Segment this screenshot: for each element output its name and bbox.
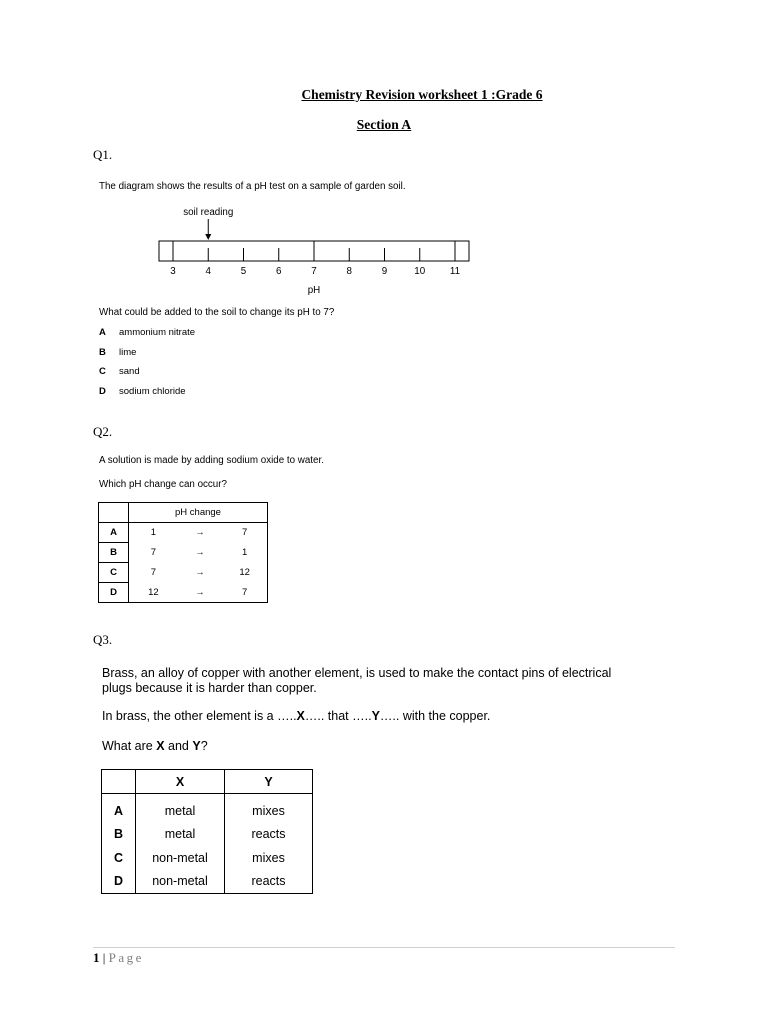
row-letter: D: [102, 870, 136, 894]
soil-reading-label: soil reading: [183, 207, 234, 218]
cell-y: reacts: [225, 870, 313, 894]
table-header-empty-cell: [99, 503, 129, 523]
page-word: Page: [108, 950, 144, 965]
ph-to: 12: [222, 563, 267, 583]
page-number: 1: [93, 950, 100, 965]
cell-y: reacts: [225, 822, 313, 846]
page-separator: |: [99, 950, 109, 965]
arrow-icon: →: [178, 583, 223, 603]
ph-from: 1: [129, 523, 178, 543]
q1-option-text-a: ammonium nitrate: [119, 327, 196, 338]
table-row: [99, 583, 268, 603]
soil-reading-arrow-head: [205, 234, 211, 240]
ph-tick-label: 9: [381, 266, 388, 277]
ph-axis-label: pH: [307, 285, 321, 296]
question-label-q2: Q2.: [93, 424, 113, 439]
row-letter: C: [99, 563, 129, 583]
ph-to: 1: [222, 543, 267, 563]
cell-x: metal: [136, 794, 225, 822]
table-row: [99, 543, 268, 563]
row-letter: A: [99, 523, 129, 543]
ph-tick-label: 4: [205, 266, 211, 277]
q3-blank-x: X: [296, 709, 305, 723]
q3-question: [102, 739, 208, 753]
question-label-q1: Q1.: [93, 147, 113, 162]
ph-tick-label: 8: [346, 266, 352, 277]
row-letter: B: [102, 822, 136, 846]
cell-x: non-metal: [136, 846, 225, 870]
q3-blank-part-3: ….. with the copper.: [379, 709, 491, 723]
arrow-icon: →: [195, 527, 205, 539]
row-letter: D: [99, 583, 129, 603]
q3-answer-table: [101, 769, 313, 894]
q1-option-letter-a: A: [99, 327, 106, 338]
q1-option-text-b: lime: [119, 347, 137, 358]
q1-option-text-d: sodium chloride: [119, 386, 186, 397]
ph-tick-label: 11: [449, 266, 461, 277]
table-header-row: [99, 503, 268, 523]
cell-y: mixes: [225, 794, 313, 822]
q1-stem: The diagram shows the results of a pH test on a sample of garden soil.: [99, 181, 406, 192]
q3-stem-line-1: Brass, an alloy of copper with another element, is used to make the contact pins of electrical: [102, 666, 612, 680]
table-header-y: Y: [225, 770, 313, 794]
ph-tick-label: 10: [414, 266, 426, 277]
page-footer: [93, 950, 144, 966]
footer-divider: [93, 947, 675, 948]
row-letter: C: [102, 846, 136, 870]
question-label-q3: Q3.: [93, 632, 113, 647]
table-row: [99, 563, 268, 583]
q3-stem-line-2: plugs because it is harder than copper.: [102, 681, 317, 695]
table-header-empty-cell: [102, 770, 136, 794]
table-row: [99, 523, 268, 543]
q3-question-x: X: [156, 739, 165, 753]
table-row: [102, 794, 313, 822]
row-letter: B: [99, 543, 129, 563]
ph-scale-ticks: [170, 248, 460, 277]
ph-from: 12: [129, 583, 178, 603]
document-title: Chemistry Revision worksheet 1 :Grade 6: [301, 87, 543, 102]
ph-from: 7: [129, 543, 178, 563]
ph-tick-label: 5: [240, 266, 247, 277]
q3-blank-part-1: In brass, the other element is a …..: [102, 709, 297, 723]
q3-question-end: ?: [200, 739, 208, 753]
ph-from: 7: [129, 563, 178, 583]
ph-tick-label: 3: [170, 266, 176, 277]
q3-blank-sentence: [102, 709, 490, 723]
q1-option-letter-c: C: [99, 366, 106, 377]
ph-to: 7: [222, 583, 267, 603]
cell-y: mixes: [225, 846, 313, 870]
table-header-ph-change: pH change: [129, 503, 268, 523]
ph-scale-diagram: [150, 200, 480, 300]
q3-question-and: and: [164, 739, 193, 753]
q1-question: What could be added to the soil to change its pH to 7?: [99, 307, 335, 318]
table-row: [102, 822, 313, 846]
q3-blank-y: Y: [371, 709, 380, 723]
cell-x: metal: [136, 822, 225, 846]
table-header-x: X: [136, 770, 225, 794]
row-letter: A: [102, 794, 136, 822]
q2-ph-change-table: [98, 502, 268, 603]
arrow-icon: →: [195, 567, 205, 578]
q2-stem: A solution is made by adding sodium oxide to water.: [99, 455, 324, 466]
q3-question-part-1: What are: [102, 739, 157, 753]
table-row: [102, 870, 313, 894]
q1-option-text-c: sand: [119, 366, 140, 377]
q1-option-letter-d: D: [99, 386, 106, 397]
section-title: Section A: [356, 117, 412, 132]
table-header-row: [102, 770, 313, 794]
table-row: [102, 846, 313, 870]
q1-option-letter-b: B: [99, 347, 106, 358]
q3-question-y: Y: [192, 739, 201, 753]
ph-to: 7: [222, 523, 267, 543]
ph-tick-label: 7: [311, 266, 317, 277]
ph-tick-label: 6: [276, 266, 282, 277]
cell-x: non-metal: [136, 870, 225, 894]
q2-question: Which pH change can occur?: [99, 479, 227, 490]
arrow-icon: →: [195, 547, 205, 558]
q3-blank-part-2: ….. that …..: [304, 709, 372, 723]
